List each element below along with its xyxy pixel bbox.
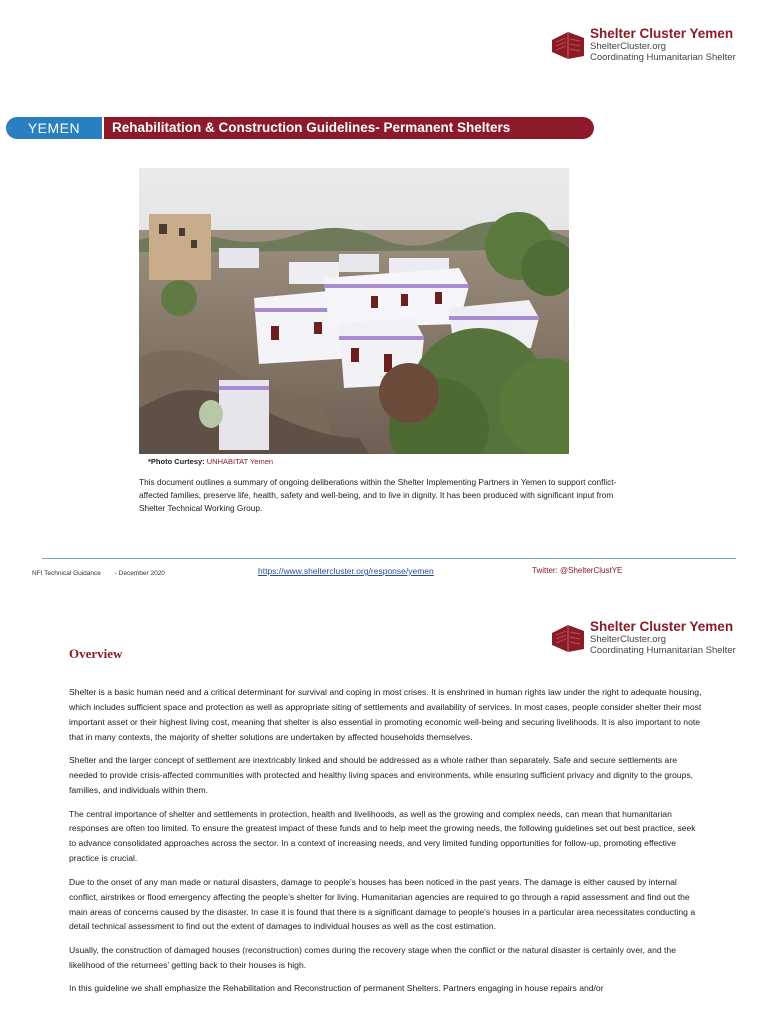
shelter-logo-icon	[550, 28, 586, 60]
banner-title: Rehabilitation & Construction Guidelines- Permanent Shelters	[102, 117, 594, 139]
shelter-cluster-logo-2	[550, 619, 746, 659]
caption-credit: UNHABITAT Yemen	[206, 457, 274, 466]
photo-caption	[148, 457, 273, 466]
logo-site: ShelterCluster.org	[590, 41, 667, 52]
overview-heading: Overview	[69, 646, 123, 661]
overview-paragraph: Due to the onset of any man made or natural disasters, damage to people’s houses has been noticed in the past years. The damage is either caused by internal conflict, airstrikes or flood emergency affecting the people’s shelter for living. Humanitarian agencies are required to go through a rapid assessment and find out the main areas of concerns caused by the disaster. In case it is found that there is a significant damage to people’s houses in a particular area necessitates conducting a detail technical assessment to find out the extent of damages to individual houses as well as the cost estimation.	[69, 876, 696, 932]
footer-doc: NFI Technical Guidance	[32, 570, 101, 577]
photo-houses-illustration	[139, 168, 569, 454]
overview-paragraph: Usually, the construction of damaged houses (reconstruction) comes during the recovery stage when the conflict or the natural disaster is certainly over, and the likelihood of the returnees’ getting back to their houses is high.	[69, 944, 676, 970]
overview-body	[69, 685, 702, 1005]
shelter-logo-icon	[550, 621, 586, 653]
footer-website-link[interactable]: https://www.sheltercluster.org/response/yemen	[258, 566, 434, 576]
title-banner	[6, 117, 594, 139]
logo-tagline: Coordinating Humanitarian Shelter	[590, 52, 736, 63]
banner-country: YEMEN	[6, 117, 102, 139]
logo-site: ShelterCluster.org	[590, 634, 667, 645]
overview-paragraph: The central importance of shelter and settlements in protection, health and livelihoods, as well as the growing and complex needs, can mean that humanitarian responses are often too limited. To ensure the greatest impact of these funds and to help meet the growing needs, the following guidelines set out best practice, seek to advance consolidated approaches across the sector. In a context of increasing needs, and very limited funding opportunities for follow-up, promoting effective practice is crucial.	[69, 808, 696, 864]
cover-photo	[139, 168, 569, 454]
caption-label: *Photo Curtesy:	[148, 457, 205, 466]
logo-title: Shelter Cluster Yemen	[590, 619, 734, 634]
footer-doc-info	[32, 570, 165, 577]
overview-paragraph: Shelter is a basic human need and a critical determinant for survival and coping in most crises. It is enshrined in human rights law under the right to adequate housing, which includes sufficient space and protection as well as appropriate siting of settlements and availability of services. In most cases, people consider shelter their most important asset or their highest living cost, meaning that shelter is also essential in promoting economic well-being and securing livelihoods. It is also important to note that in many contexts, the majority of shelter solutions are undertaken by affected households themselves.	[69, 687, 702, 742]
intro-paragraph: This document outlines a summary of ongoing deliberations within the Shelter Implementing Partners in Yemen to support conflict-affected families, preserve life, health, safety and well-being, and to live in dignity. It has been produced with significant input from Shelter Technical Working Group.	[139, 477, 617, 513]
footer-divider	[42, 558, 736, 559]
footer-date: - December 2020	[114, 570, 165, 577]
shelter-cluster-logo	[550, 26, 746, 66]
footer-twitter: Twitter: @ShelterClustYE	[532, 566, 623, 575]
overview-paragraph: Shelter and the larger concept of settlement are inextricably linked and should be addressed as a whole rather than separately. Safe and secure settlements are needed to provide crisis-affected communities with protected and healthy living spaces and environments, while ensuring sufficient privacy and dignity to the groups, families, and individuals within them.	[69, 755, 694, 796]
logo-title: Shelter Cluster Yemen	[590, 26, 734, 41]
logo-tagline: Coordinating Humanitarian Shelter	[590, 645, 736, 656]
overview-paragraph: In this guideline we shall emphasize the Rehabilitation and Reconstruction of permanent Shelters. Partners engaging in house repairs and/or	[69, 983, 604, 994]
